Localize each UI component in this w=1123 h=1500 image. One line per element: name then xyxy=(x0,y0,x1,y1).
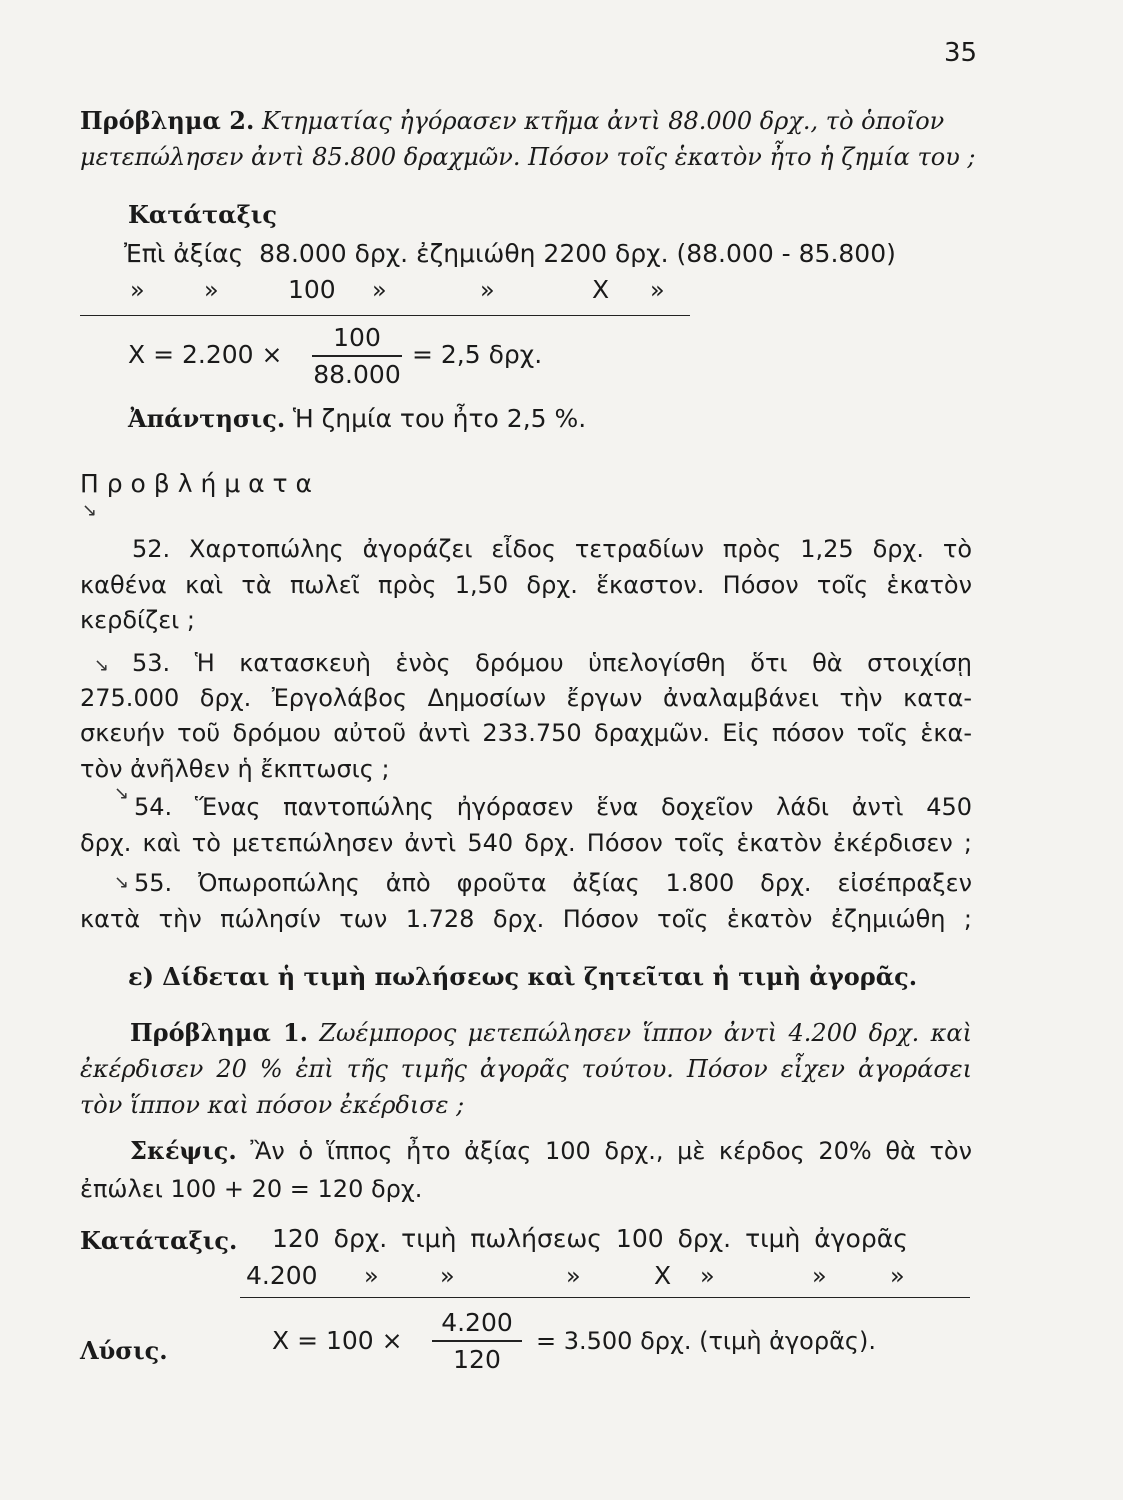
problem-53-line3: σκευήν τοῦ δρόμου αὐτοῦ ἀντὶ 233.750 δραχμῶν. Εἰς πόσον τοῖς ἑκα- xyxy=(80,719,972,747)
fraction-bar xyxy=(312,355,402,357)
answer-label: Ἀπάντησις. xyxy=(128,404,286,433)
problem-54-line1: 54. Ἕνας παντοπώλης ἠγόρασεν ἕνα δοχεῖον λάδι ἀντὶ 450 xyxy=(134,793,972,821)
lysis-label: Λύσις. xyxy=(80,1336,168,1365)
katataxis2-label: Κατάταξις. xyxy=(80,1226,238,1255)
k2-quote-6: » xyxy=(890,1262,905,1290)
problem1-text-line2: ἐκέρδισεν 20 % ἐπὶ τῆς τιμῆς ἀγορᾶς τούτου. Πόσον εἶχεν ἀγοράσει xyxy=(80,1055,972,1083)
katataxis1-eq-left: X = 2.200 × xyxy=(128,340,283,369)
k2-quote-1: » xyxy=(364,1262,379,1290)
problem-53-line2: 275.000 δρχ. Ἐργολάβος Δημοσίων ἔργων ἀναλαμβάνει τὴν κατα- xyxy=(80,684,972,712)
k2-value: 4.200 xyxy=(246,1261,318,1290)
problem1-text-line1: Ζωέμπορος μετεπώλησεν ἵππον ἀντὶ 4.200 δρχ. καὶ xyxy=(319,1019,972,1047)
page-number: 35 xyxy=(944,38,978,68)
k2-x: X xyxy=(654,1261,672,1290)
row2-quote-4: » xyxy=(480,276,495,304)
problem-55-line1: 55. Ὀπωροπώλης ἀπὸ φροῦτα ἀξίας 1.800 δρχ. εἰσέπραξεν xyxy=(134,869,972,897)
problem1-line1 xyxy=(130,1016,972,1050)
problems-heading: Π ρ ο β λ ή μ α τ α xyxy=(80,469,312,498)
skepsis-line1 xyxy=(130,1134,972,1168)
problem-52-line2: καθένα καὶ τὰ πωλεῖ πρὸς 1,50 δρχ. ἕκαστον. Πόσον τοῖς ἑκατὸν xyxy=(80,571,972,599)
skepsis-text-line1: Ἂν ὁ ἵππος ἦτο ἀξίας 100 δρχ., μὲ κέρδος 20% θὰ τὸν xyxy=(250,1137,972,1165)
lysis-fraction-numerator: 4.200 xyxy=(441,1308,513,1337)
answer-line xyxy=(128,402,586,436)
katataxis2-row1: 120 δρχ. τιμὴ πωλήσεως 100 δρχ. τιμὴ ἀγορᾶς xyxy=(272,1224,908,1253)
katataxis1-divider xyxy=(80,315,690,316)
skepsis-label: Σκέψις. xyxy=(130,1136,237,1165)
problem1-text-line3: τὸν ἵππον καὶ πόσον ἐκέρδισε ; xyxy=(80,1091,465,1119)
problem-52-line3: κερδίζει ; xyxy=(80,606,196,634)
k2-quote-3: » xyxy=(566,1262,581,1290)
k2-quote-4: » xyxy=(700,1262,715,1290)
katataxis1-heading: Κατάταξις xyxy=(128,200,278,229)
row2-quote-5: » xyxy=(650,276,665,304)
skepsis-text-line2: ἐπώλει 100 + 20 = 120 δρχ. xyxy=(80,1175,423,1203)
row2-quote-3: » xyxy=(372,276,387,304)
lysis-fraction-denominator: 120 xyxy=(453,1345,501,1374)
katataxis2-divider xyxy=(240,1297,970,1298)
lysis-eq-right: = 3.500 δρχ. (τιμὴ ἀγορᾶς). xyxy=(536,1327,876,1355)
problem-52-line1: 52. Χαρτοπώλης ἀγοράζει εἶδος τετραδίων πρὸς 1,25 δρχ. τὸ xyxy=(132,535,972,563)
row2-quote-2: » xyxy=(204,276,219,304)
problem-53-mark: ↘ xyxy=(94,655,110,676)
answer-text: Ἡ ζημία του ἦτο 2,5 %. xyxy=(292,404,587,433)
problem2-text-line1: Κτηματίας ἠγόρασεν κτῆμα ἀντὶ 88.000 δρχ., τὸ ὁποῖον xyxy=(261,107,945,135)
lysis-fraction xyxy=(432,1308,522,1375)
row2-x: X xyxy=(592,275,610,304)
k2-quote-2: » xyxy=(440,1262,455,1290)
problem-54-mark: ↘ xyxy=(114,783,130,804)
katataxis1-row1: Ἐπὶ ἀξίας 88.000 δρχ. ἐζημιώθη 2200 δρχ. (88.000 - 85.800) xyxy=(124,239,896,268)
lysis-eq-left: X = 100 × xyxy=(272,1326,403,1355)
row2-value: 100 xyxy=(288,275,336,304)
problem2-line1 xyxy=(80,104,975,138)
problem1-title: Πρόβλημα 1. xyxy=(130,1018,308,1047)
katataxis1-eq-right: = 2,5 δρχ. xyxy=(412,340,543,369)
k2-quote-5: » xyxy=(812,1262,827,1290)
katataxis1-fraction xyxy=(312,323,402,390)
problem-55-mark: ↘ xyxy=(114,872,130,893)
problem2-text-line2: μετεπώλησεν ἀντὶ 85.800 δραχμῶν. Πόσον τοῖς ἑκατὸν ἦτο ἡ ζημία του ; xyxy=(80,143,976,171)
fraction-denominator: 88.000 xyxy=(313,360,401,389)
problem-53-line1: 53. Ἡ κατασκευὴ ἑνὸς δρόμου ὑπελογίσθη ὅτι θὰ στοιχίσῃ xyxy=(132,649,972,677)
problem-52-mark: ↘ xyxy=(82,500,98,521)
section-e-heading: ε) Δίδεται ἡ τιμὴ πωλήσεως καὶ ζητεῖται ἡ τιμὴ ἀγορᾶς. xyxy=(128,962,918,991)
fraction-numerator: 100 xyxy=(333,323,381,352)
problem-55-line2: κατὰ τὴν πώλησίν των 1.728 δρχ. Πόσον τοῖς ἑκατὸν ἐζημιώθη ; xyxy=(80,905,972,933)
lysis-fraction-bar xyxy=(432,1340,522,1342)
problem-54-line2: δρχ. καὶ τὸ μετεπώλησεν ἀντὶ 540 δρχ. Πόσον τοῖς ἑκατὸν ἐκέρδισεν ; xyxy=(80,829,972,857)
problem2-title: Πρόβλημα 2. xyxy=(80,106,255,135)
problem-53-line4: τὸν ἀνῆλθεν ἡ ἔκπτωσις ; xyxy=(80,755,390,783)
row2-quote-1: » xyxy=(130,276,145,304)
